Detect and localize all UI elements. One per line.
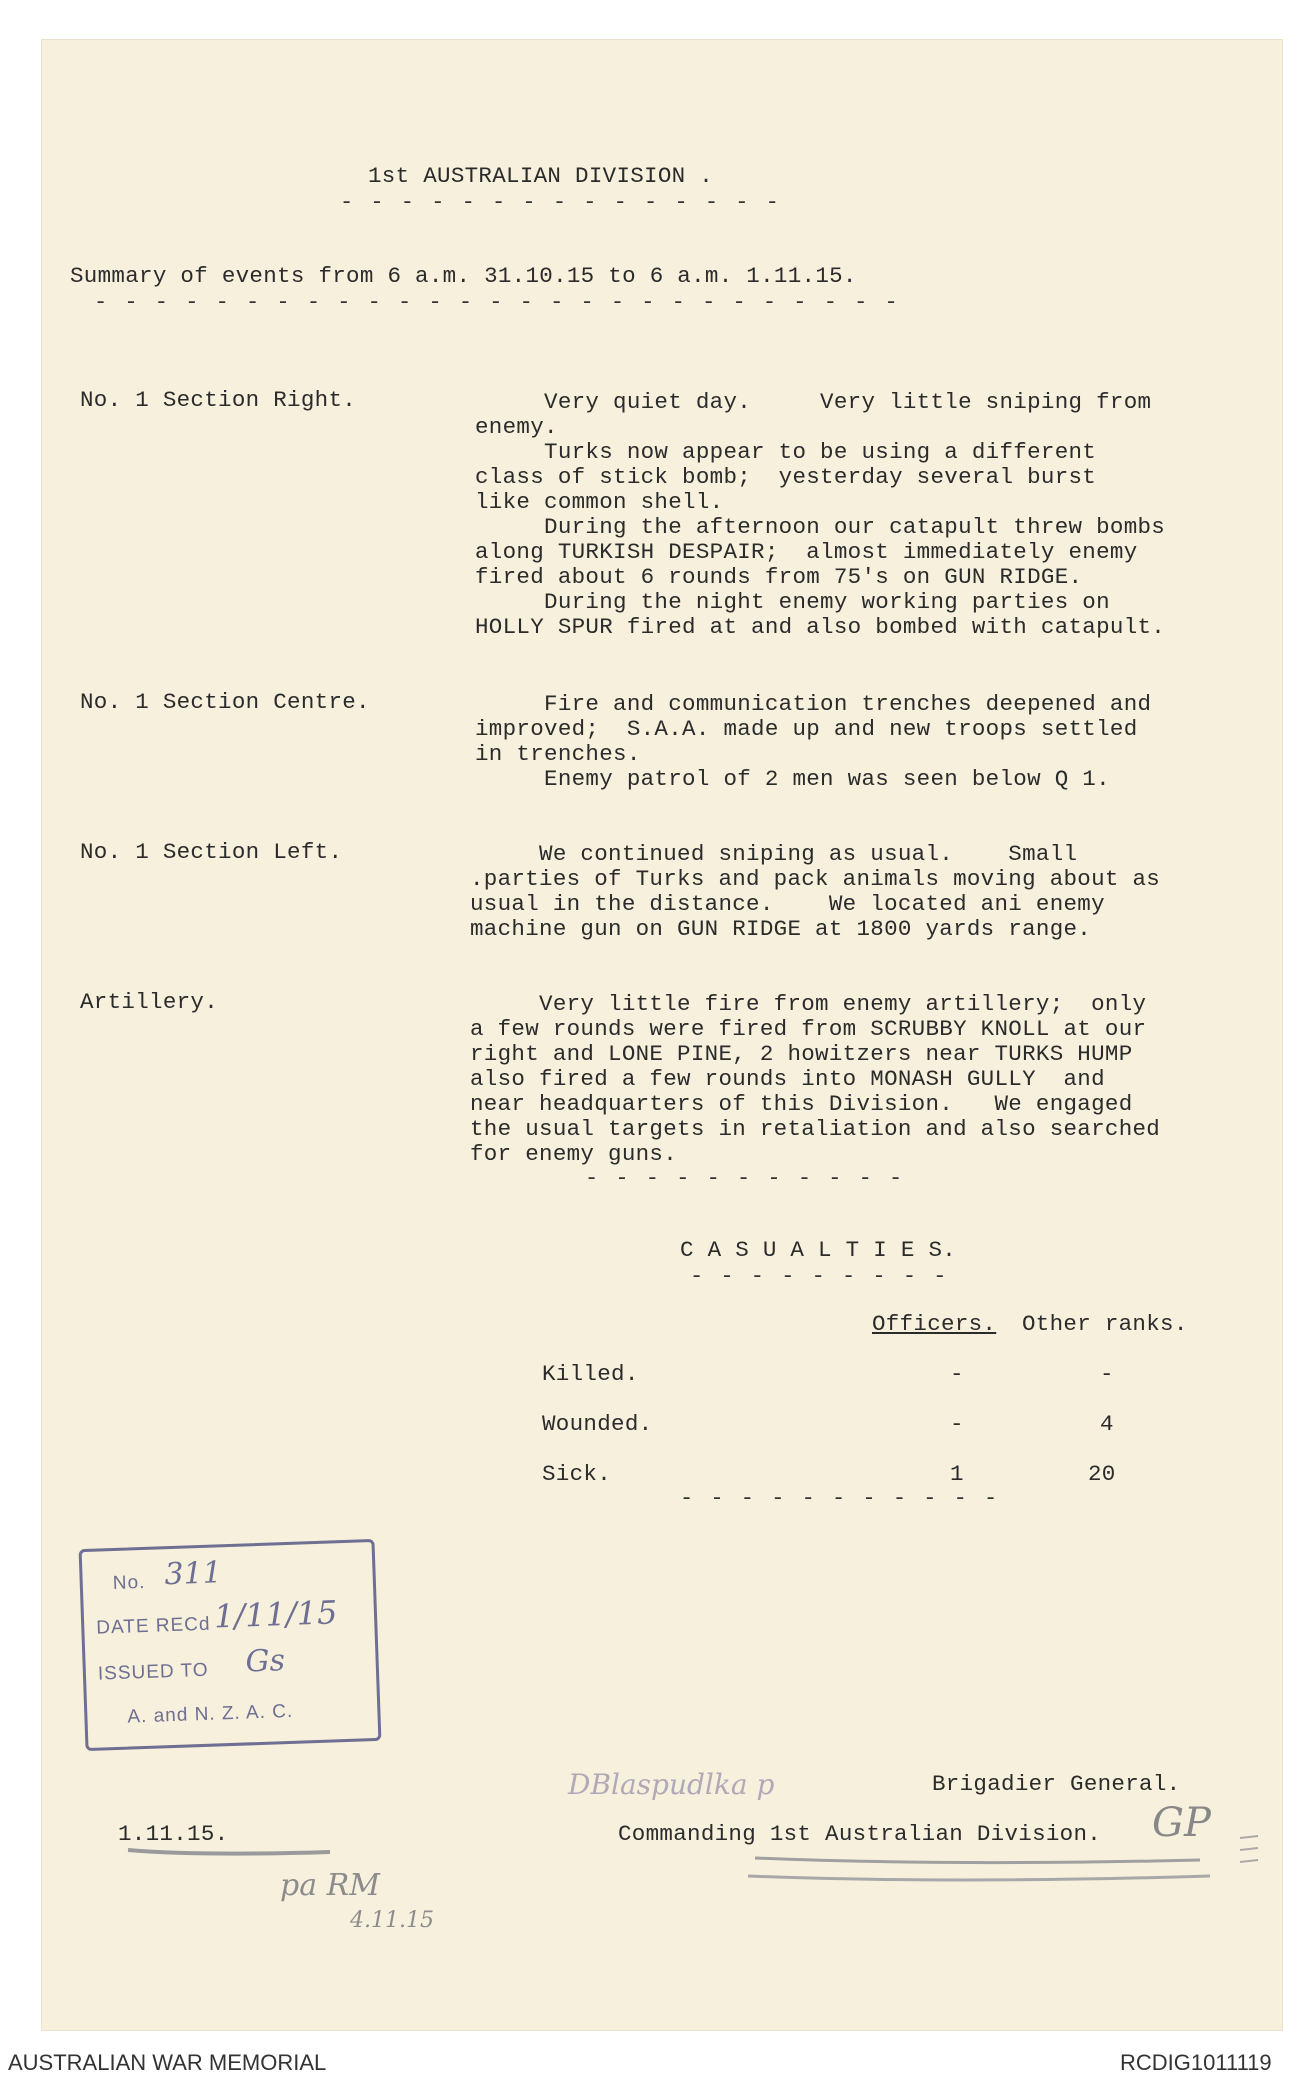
- wounded-other: 4: [1100, 1411, 1114, 1437]
- stamp-date-value: 1/11/15: [213, 1593, 338, 1636]
- sick-other: 20: [1088, 1461, 1116, 1487]
- body-line: a few rounds were fired from SCRUBBY KNOLL at our: [470, 1016, 1147, 1042]
- row-label-killed: Killed.: [542, 1361, 639, 1387]
- pencil-underline: [755, 1858, 1200, 1863]
- col-other-ranks: Other ranks.: [1022, 1311, 1188, 1337]
- body-line: During the night enemy working parties on: [475, 589, 1110, 615]
- signature-rank: Brigadier General.: [932, 1771, 1181, 1797]
- document-date: 1.11.15.: [118, 1821, 229, 1847]
- body-line: Turks now appear to be using a different: [475, 439, 1097, 465]
- row-label-sick: Sick.: [542, 1461, 612, 1487]
- signature-scrawl: DBlaspudlka p: [568, 1768, 775, 1801]
- casualties-title: C A S U A L T I E S.: [680, 1237, 957, 1263]
- section-label-left: No. 1 Section Left.: [80, 839, 343, 865]
- pencil-tick: [1240, 1836, 1258, 1862]
- footer-right: RCDIG1011119: [1120, 2050, 1272, 2075]
- footer-left: AUSTRALIAN WAR MEMORIAL: [8, 2050, 327, 2075]
- sick-officers: 1: [950, 1461, 964, 1487]
- stamp-no-value: 311: [163, 1555, 223, 1593]
- casualties-divider: - - - - - - - - - - -: [680, 1486, 1000, 1511]
- summary-line: Summary of events from 6 a.m. 31.10.15 to 6 a.m. 1.11.15.: [70, 263, 857, 289]
- pencil-note: pa RM: [280, 1868, 380, 1903]
- body-line: .parties of Turks and pack animals moving about as: [470, 866, 1161, 892]
- body-line: HOLLY SPUR fired at and also bombed with catapult.: [475, 614, 1166, 640]
- body-line: also fired a few rounds into MONASH GULLY and: [470, 1066, 1105, 1092]
- summary-underline: - - - - - - - - - - - - - - - - - - - - - - - - - - -: [94, 290, 900, 315]
- casualties-underline: - - - - - - - - -: [690, 1264, 949, 1289]
- stamp-date-label: DATE RECd: [95, 1613, 211, 1639]
- body-line: like common shell.: [475, 489, 724, 515]
- body-line: improved; S.A.A. made up and new troops settled: [475, 716, 1138, 742]
- col-officers: Officers.: [872, 1311, 997, 1337]
- killed-officers: -: [950, 1361, 964, 1387]
- stamp-issued-label: ISSUED TO: [97, 1659, 209, 1685]
- body-line: Fire and communication trenches deepened and: [475, 691, 1152, 717]
- title-underline: - - - - - - - - - - - - - - -: [340, 190, 781, 215]
- signature-command: Commanding 1st Australian Division.: [618, 1821, 1102, 1847]
- stamp-no-label: No.: [112, 1571, 146, 1595]
- pencil-note-date: 4.11.15: [350, 1908, 434, 1933]
- stamp-org: A. and N. Z. A. C.: [127, 1700, 294, 1728]
- body-line: During the afternoon our catapult threw bombs: [475, 514, 1166, 540]
- section-divider: - - - - - - - - - - -: [585, 1166, 905, 1191]
- document-title: 1st AUSTRALIAN DIVISION .: [368, 163, 714, 189]
- body-line: in trenches.: [475, 741, 641, 767]
- body-line: the usual targets in retaliation and also searched: [470, 1116, 1161, 1142]
- killed-other: -: [1100, 1361, 1114, 1387]
- body-line: along TURKISH DESPAIR; almost immediately enemy: [475, 539, 1138, 565]
- body-line: for enemy guns.: [470, 1141, 678, 1167]
- body-line: enemy.: [475, 414, 558, 440]
- body-line: right and LONE PINE, 2 howitzers near TURKS HUMP: [470, 1041, 1133, 1067]
- body-line: We continued sniping as usual. Small: [470, 841, 1078, 867]
- body-line: Very little fire from enemy artillery; only: [470, 991, 1147, 1017]
- stamp-issued-value: Gs: [244, 1643, 286, 1680]
- pencil-underline: [128, 1850, 330, 1854]
- body-line: Enemy patrol of 2 men was seen below Q 1.: [475, 766, 1110, 792]
- body-line: fired about 6 rounds from 75's on GUN RIDGE.: [475, 564, 1083, 590]
- section-label-centre: No. 1 Section Centre.: [80, 689, 370, 715]
- signature-initials: GP: [1152, 1800, 1211, 1846]
- body-line: Very quiet day. Very little sniping from: [475, 389, 1152, 415]
- body-line: usual in the distance. We located ani enemy: [470, 891, 1105, 917]
- wounded-officers: -: [950, 1411, 964, 1437]
- section-label-artillery: Artillery.: [80, 989, 219, 1015]
- body-line: machine gun on GUN RIDGE at 1800 yards range.: [470, 916, 1092, 942]
- body-line: class of stick bomb; yesterday several burst: [475, 464, 1097, 490]
- body-line: near headquarters of this Division. We engaged: [470, 1091, 1133, 1117]
- row-label-wounded: Wounded.: [542, 1411, 653, 1437]
- pencil-underline: [748, 1876, 1210, 1880]
- section-label-right: No. 1 Section Right.: [80, 387, 357, 413]
